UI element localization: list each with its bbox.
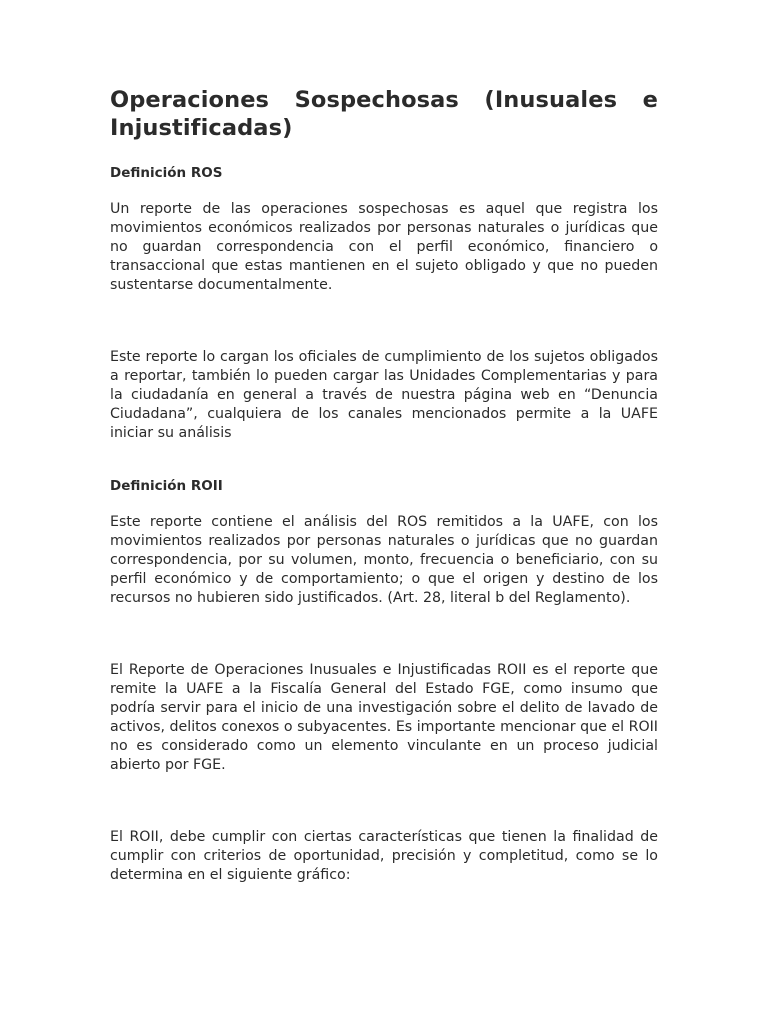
paragraph-ros-reporting: Este reporte lo cargan los oficiales de cumplimiento de los sujetos obligados a reportar, también lo pueden cargar las Unidades Complementarias y para la ciudadanía en general a través de nuestra página web en “Denuncia Ciudadana”, cualquiera de los canales mencionados permite a la UAFE iniciar su análisis — [110, 349, 658, 441]
section-heading-roii: Definición ROII — [110, 478, 223, 494]
paragraph-ros-definition: Un reporte de las operaciones sospechosas es aquel que registra los movimientos económicos realizados por personas naturales o jurídicas que no guardan correspondencia con el perfil económico, financiero o transaccional que estas mantienen en el sujeto obligado y que no pueden sustentarse documentalmente. — [110, 201, 658, 293]
document-page — [110, 86, 658, 885]
paragraph-roii-characteristics: El ROII, debe cumplir con ciertas características que tienen la finalidad de cumplir con criterios de oportunidad, precisión y completitud, como se lo determina en el siguiente gráfico: — [110, 829, 658, 883]
paragraph-roii-definition: Este reporte contiene el análisis del ROS remitidos a la UAFE, con los movimientos realizados por personas naturales o jurídicas que no guardan correspondencia, por su volumen, monto, frecuencia o beneficiario, con su perfil económico y de comportamiento; o que el origen y destino de los recursos no hubieren sido justificados. (Art. 28, literal b del Reglamento). — [110, 514, 658, 606]
section-heading-ros: Definición ROS — [110, 165, 223, 181]
paragraph-roii-fge: El Reporte de Operaciones Inusuales e Injustificadas ROII es el reporte que remite la UAFE a la Fiscalía General del Estado FGE, como insumo que podría servir para el inicio de una investigación sobre el delito de lavado de activos, delitos conexos o subyacentes. Es importante mencionar que el ROII no es considerado como un elemento vinculante en un proceso judicial abierto por FGE. — [110, 662, 658, 773]
document-title: Operaciones Sospechosas (Inusuales e Injustificadas) — [110, 87, 658, 141]
